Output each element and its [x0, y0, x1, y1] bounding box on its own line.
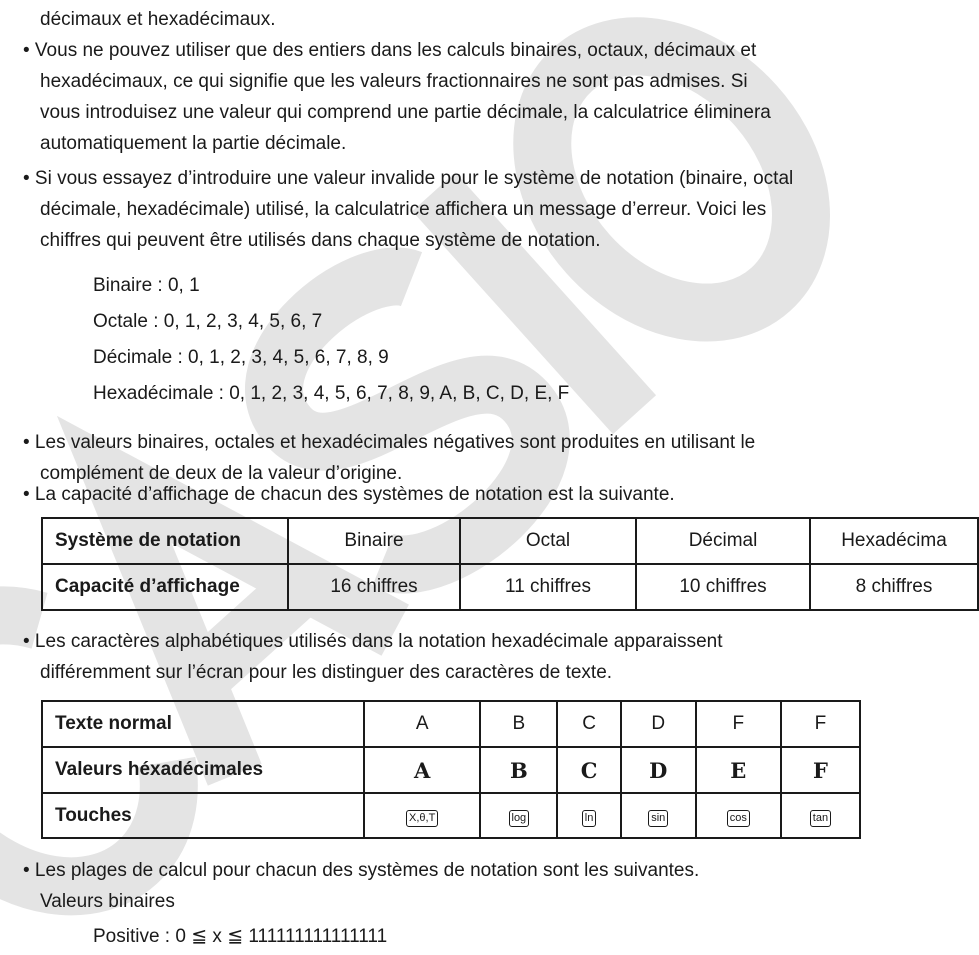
table-row	[42, 564, 978, 610]
table-cell: Octal	[460, 518, 636, 564]
table-cell	[696, 793, 781, 838]
bullet-item: • La capacité d’affichage de chacun des systèmes de notation est la suivante.	[23, 484, 675, 505]
hex-characters-table	[41, 700, 861, 839]
hex-glyph-cell: C	[557, 747, 621, 793]
table-cell: 16 chiffres	[288, 564, 460, 610]
table-header-cell: Capacité d’affichage	[42, 564, 288, 610]
bullet-item: • Si vous essayez d’introduire une valeur invalide pour le système de notation (binaire, octal	[23, 168, 794, 189]
bullet-item: • Les valeurs binaires, octales et hexadécimales négatives sont produites en utilisant le	[23, 432, 756, 453]
table-cell: 8 chiffres	[810, 564, 978, 610]
display-capacity-table	[41, 517, 979, 611]
key-xthetat-icon: X,θ,T	[406, 810, 438, 827]
table-cell	[480, 793, 557, 838]
table-cell: F	[781, 701, 860, 747]
table-header-cell: Texte normal	[42, 701, 364, 747]
table-cell	[557, 793, 621, 838]
key-log-icon: log	[509, 810, 530, 827]
table-cell: A	[364, 701, 480, 747]
key-sin-icon: sin	[648, 810, 668, 827]
table-cell: Binaire	[288, 518, 460, 564]
table-cell	[621, 793, 696, 838]
key-tan-icon: tan	[810, 810, 831, 827]
text-line: décimale, hexadécimale) utilisé, la calculatrice affichera un message d’erreur. Voici les	[40, 199, 767, 220]
hex-glyph-cell: E	[696, 747, 781, 793]
key-cos-icon: cos	[727, 810, 750, 827]
table-row	[42, 793, 860, 838]
table-cell	[781, 793, 860, 838]
digit-list-hex: Hexadécimale : 0, 1, 2, 3, 4, 5, 6, 7, 8, 9, A, B, C, D, E, F	[93, 383, 570, 404]
table-cell: F	[696, 701, 781, 747]
table-header-cell: Système de notation	[42, 518, 288, 564]
table-cell: B	[480, 701, 557, 747]
text-line: hexadécimaux, ce qui signifie que les valeurs fractionnaires ne sont pas admises. Si	[40, 71, 748, 92]
bullet-item: • Les plages de calcul pour chacun des systèmes de notation sont les suivantes.	[23, 860, 700, 881]
key-ln-icon: ln	[582, 810, 597, 827]
text-line: chiffres qui peuvent être utilisés dans chaque système de notation.	[40, 230, 601, 251]
table-row	[42, 518, 978, 564]
digit-list-decimal: Décimale : 0, 1, 2, 3, 4, 5, 6, 7, 8, 9	[93, 347, 389, 368]
hex-glyph-cell: A	[364, 747, 480, 793]
table-cell: 11 chiffres	[460, 564, 636, 610]
hex-glyph-cell: B	[480, 747, 557, 793]
table-cell	[364, 793, 480, 838]
table-cell: Décimal	[636, 518, 810, 564]
hex-glyph-cell: F	[781, 747, 860, 793]
table-cell: Hexadécima	[810, 518, 978, 564]
hex-glyph-cell: D	[621, 747, 696, 793]
table-cell: D	[621, 701, 696, 747]
text-line: complément de deux de la valeur d’origine.	[40, 463, 403, 484]
range-line: Positive : 0 ≦ x ≦ 111111111111111	[93, 926, 388, 947]
table-cell: 10 chiffres	[636, 564, 810, 610]
table-cell: C	[557, 701, 621, 747]
text-line: différemment sur l’écran pour les distinguer des caractères de texte.	[40, 662, 613, 683]
table-header-cell: Touches	[42, 793, 364, 838]
digit-list-binary: Binaire : 0, 1	[93, 275, 200, 296]
bullet-item: • Vous ne pouvez utiliser que des entiers dans les calculs binaires, octaux, décimaux et	[23, 40, 757, 61]
subheading: Valeurs binaires	[40, 891, 175, 912]
table-row	[42, 701, 860, 747]
digit-list-octal: Octale : 0, 1, 2, 3, 4, 5, 6, 7	[93, 311, 323, 332]
table-row	[42, 747, 860, 793]
text-line: automatiquement la partie décimale.	[40, 133, 347, 154]
table-header-cell: Valeurs héxadécimales	[42, 747, 364, 793]
text-line: décimaux et hexadécimaux.	[40, 9, 276, 30]
bullet-item: • Les caractères alphabétiques utilisés dans la notation hexadécimale apparaissent	[23, 631, 723, 652]
text-line: vous introduisez une valeur qui comprend une partie décimale, la calculatrice éliminera	[40, 102, 771, 123]
